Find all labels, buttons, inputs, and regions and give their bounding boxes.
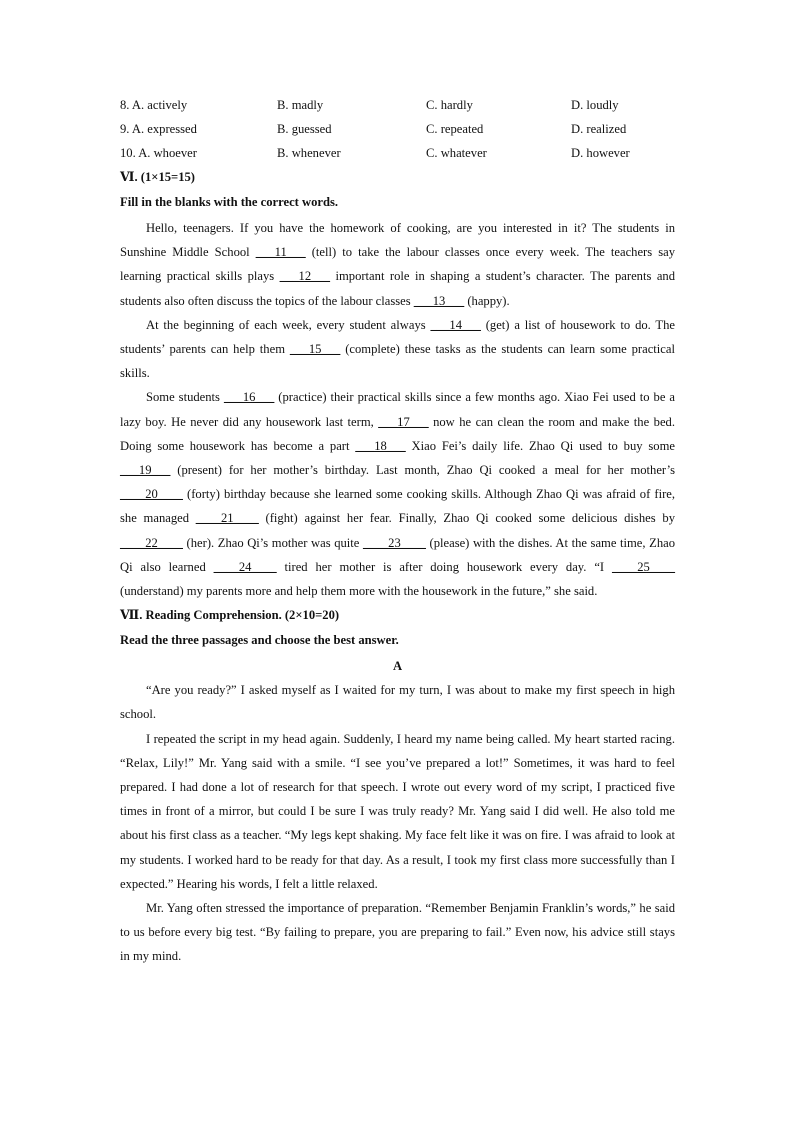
section-7-title: Ⅶ. Reading Comprehension. (2×10=20) [120, 608, 340, 623]
option-a: 10. A. whoever [120, 146, 197, 160]
option-d: D. however [571, 146, 630, 160]
blank-19: ___19___ [120, 463, 171, 478]
option-d: D. loudly [571, 98, 619, 112]
passage-paragraph: “Are you ready?” I asked myself as I waited for my turn, I was about to make my first speech in high school. [120, 683, 675, 722]
question-10-options [120, 141, 675, 165]
cloze-paragraph-1: Hello, teenagers. If you have the homework of cooking, are you interested in it? The students in Sunshine Middle School ___11___ (tell) to take the labour classes once every week. The teachers say learning practical skills plays ___12___ important role in shaping a student’s character. The parents and students also often discuss the topics of the labour classes ___13___ (happy). [120, 221, 675, 308]
option-b: B. madly [277, 98, 324, 112]
blank-22: ____22____ [120, 535, 183, 550]
option-d: D. realized [571, 122, 627, 136]
option-c: C. repeated [426, 122, 484, 136]
question-9-options [120, 117, 675, 141]
blank-18: ___18___ [355, 438, 406, 453]
blank-20: ____20____ [120, 487, 183, 502]
cloze-paragraph-3: Some students ___16___ (practice) their practical skills since a few months ago. Xiao Fei used to be a lazy boy. He never did any housework last term, ___17___ now he can clean the room and make the bed. Doing some housework has become a part ___18___ Xiao Fei’s daily life. Zhao Qi used to buy some ___19___ (present) for her mother’s birthday. Last month, Zhao Qi cooked a meal for her mother’s ____20____ (forty) birthday because she learned some cooking skills. Although Zhao Qi was afraid of fire, she managed ____21____ (fight) against her fear. Finally, Zhao Qi cooked some delicious dishes by ____22____ (her). Zhao Qi’s mother was quite ____23____ (please) with the dishes. At the same time, Zhao Qi also learned ____24____ tired her mother is after doing housework every day. “I ____25____ (understand) my parents more and help them more with the housework in the future,” she said. [120, 390, 675, 599]
passage-label: A [392, 659, 403, 674]
passage-paragraph: I repeated the script in my head again. Suddenly, I heard my name being called. My heart started racing. “Relax, Lily!” Mr. Yang said with a smile. “I see you’ve prepared a lot!” Sometimes, it was hard to feel prepared. I had done a lot of research for that speech. I wrote out every word of my script, I practiced five times in front of a mirror, but could I be sure I was truly ready? Mr. Yang said I did well. He also told me about his first class as a teacher. “My legs kept shaking. My face felt like it was on fire. I was afraid to look at my students. I worked hard to be ready for that day. As a result, I took my first class more successfully than I expected.” Hearing his words, I felt a little relaxed. [120, 731, 675, 891]
blank-15: ___15___ [289, 342, 341, 357]
blank-16: ___16___ [223, 390, 275, 405]
section-6-instruction: Fill in the blanks with the correct words. [120, 195, 339, 209]
blank-25: ____25____ [612, 559, 675, 574]
exam-page [120, 93, 675, 969]
blank-14: ___14___ [430, 317, 481, 332]
option-b: B. guessed [277, 122, 332, 136]
blank-17: ___17___ [378, 414, 429, 429]
option-a: 9. A. expressed [120, 122, 197, 136]
option-a: 8. A. actively [120, 98, 188, 112]
blank-13: ___13___ [413, 293, 465, 308]
cloze-paragraph-2: At the beginning of each week, every student always ___14___ (get) a list of housework to do. The students’ parents can help them ___15___ (complete) these tasks as the students can learn some practical skills. [120, 317, 675, 381]
passage-paragraph: Mr. Yang often stressed the importance of preparation. “Remember Benjamin Franklin’s words,” he said to us before every big test. “By failing to prepare, you are preparing to fail.” Even now, his advice still stays in my mind. [120, 901, 675, 964]
blank-24: ____24____ [213, 559, 277, 574]
option-b: B. whenever [277, 146, 341, 160]
section-6-title: Ⅵ. (1×15=15) [120, 170, 196, 184]
option-c: C. hardly [426, 98, 473, 112]
option-c: C. whatever [426, 146, 487, 160]
question-8-options [120, 93, 675, 117]
blank-12: ___12___ [279, 269, 331, 284]
blank-11: ___11___ [255, 245, 306, 260]
section-7-instruction: Read the three passages and choose the best answer. [120, 633, 399, 648]
blank-23: ____23____ [362, 535, 426, 550]
blank-21: ____21____ [195, 511, 259, 526]
